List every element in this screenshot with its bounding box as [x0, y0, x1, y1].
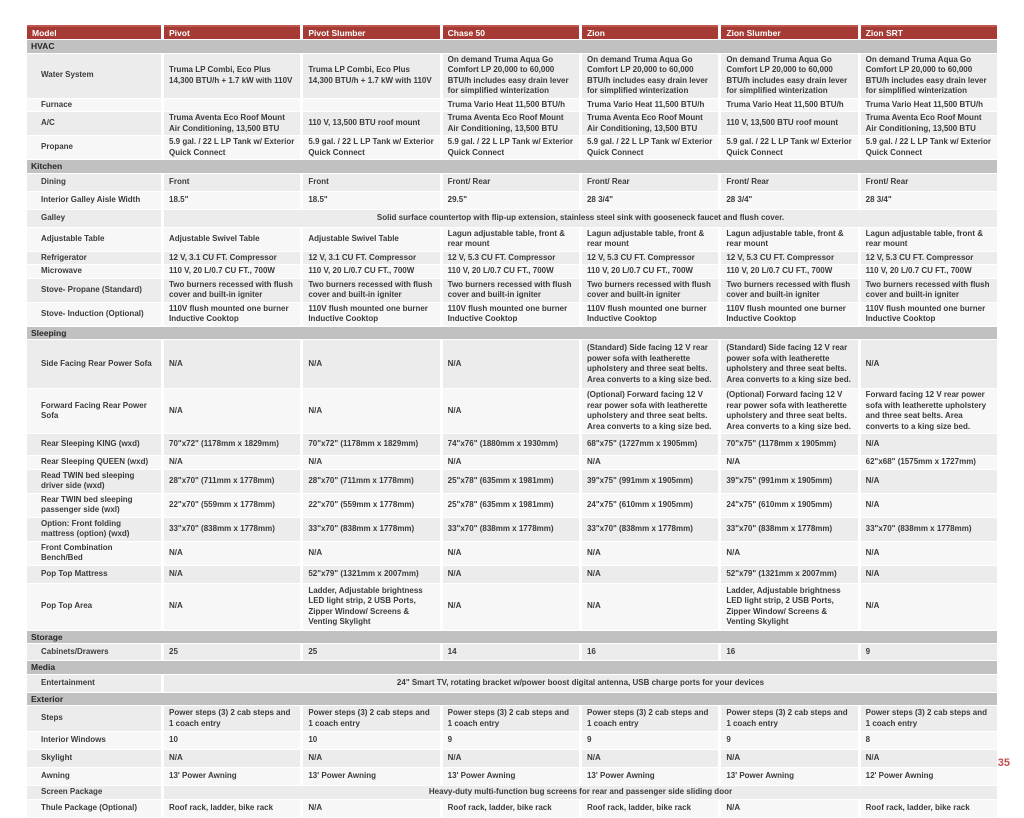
table-row: [27, 340, 997, 388]
spec-cell: 28"x70" (711mm x 1778mm): [303, 470, 439, 493]
spec-cell: 12 V, 5.3 CU FT. Compressor: [721, 252, 857, 265]
table-row: [27, 112, 997, 135]
header-row: [27, 25, 997, 39]
spec-cell: Ladder, Adjustable brightness LED light strip, 2 USB Ports, Zipper Window/ Screens & Venting Skylight: [721, 584, 857, 630]
spec-cell: N/A: [303, 542, 439, 565]
spec-cell: Truma Vario Heat 11,500 BTU/h: [443, 99, 579, 112]
table-row: [27, 54, 997, 98]
table-row: [27, 768, 997, 785]
section-header: Exterior: [27, 693, 997, 706]
spec-cell: Roof rack, ladder, bike rack: [861, 800, 997, 817]
spec-cell: 52"x79" (1321mm x 2007mm): [303, 566, 439, 583]
spec-cell: Two burners recessed with flush cover and built-in igniter: [721, 279, 857, 302]
row-label: Galley: [27, 210, 161, 227]
row-label: Entertainment: [27, 675, 161, 692]
spec-cell: 110V flush mounted one burner Inductive Cooktop: [443, 303, 579, 326]
spec-cell: N/A: [164, 566, 300, 583]
spec-cell: N/A: [164, 456, 300, 469]
spec-cell: N/A: [443, 456, 579, 469]
spec-cell: Truma Aventa Eco Roof Mount Air Conditioning, 13,500 BTU: [443, 112, 579, 135]
row-label: Refrigerator: [27, 252, 161, 265]
spec-cell: (Optional) Forward facing 12 V rear power sofa with leatherette upholstery and three seat belts. Area converts to a king size bed.: [582, 389, 718, 433]
row-label: Option: Front folding mattress (option) (wxd): [27, 518, 161, 541]
spec-cell: On demand Truma Aqua Go Comfort LP 20,000 to 60,000 BTU/h includes easy drain lever for simplified winterization: [861, 54, 997, 98]
spec-cell: N/A: [582, 456, 718, 469]
spec-cell: 24"x75" (610mm x 1905mm): [721, 494, 857, 517]
spec-cell: Adjustable Swivel Table: [164, 228, 300, 251]
spec-cell: N/A: [861, 340, 997, 388]
spec-cell: 33"x70" (838mm x 1778mm): [303, 518, 439, 541]
row-label: Rear Sleeping QUEEN (wxd): [27, 456, 161, 469]
row-label: Forward Facing Rear Power Sofa: [27, 389, 161, 433]
table-row: [27, 434, 997, 455]
spec-cell: Front/ Rear: [721, 174, 857, 191]
row-label: Cabinets/Drawers: [27, 644, 161, 660]
spec-cell: Ladder, Adjustable brightness LED light strip, 2 USB Ports, Zipper Window/ Screens & Venting Skylight: [303, 584, 439, 630]
spec-cell: 25: [303, 644, 439, 660]
spec-cell: 68"x75" (1727mm x 1905mm): [582, 434, 718, 455]
spec-cell: 9: [721, 732, 857, 749]
spec-cell: 24"x75" (610mm x 1905mm): [582, 494, 718, 517]
spec-cell: N/A: [443, 340, 579, 388]
spec-cell: 10: [164, 732, 300, 749]
spec-cell: N/A: [164, 750, 300, 767]
row-label: Skylight: [27, 750, 161, 767]
spec-cell: 74"x76" (1880mm x 1930mm): [443, 434, 579, 455]
spec-cell: 5.9 gal. / 22 L LP Tank w/ Exterior Quick Connect: [582, 136, 718, 159]
spec-cell: 18.5": [303, 192, 439, 209]
spec-cell: N/A: [443, 584, 579, 630]
row-label: Dining: [27, 174, 161, 191]
spec-cell: 70"x72" (1178mm x 1829mm): [303, 434, 439, 455]
row-label: Front Combination Bench/Bed: [27, 542, 161, 565]
spec-cell: [303, 99, 439, 112]
row-label: Screen Package: [27, 786, 161, 799]
spec-cell: Truma LP Combi, Eco Plus 14,300 BTU/h + 1.7 kW with 110V: [303, 54, 439, 98]
spec-cell: Roof rack, ladder, bike rack: [582, 800, 718, 817]
spec-cell: 110V flush mounted one burner Inductive Cooktop: [721, 303, 857, 326]
spec-cell: Power steps (3) 2 cab steps and 1 coach entry: [303, 706, 439, 731]
spec-cell: N/A: [164, 340, 300, 388]
column-header: Zion Slumber: [721, 25, 857, 39]
spec-cell: 13' Power Awning: [303, 768, 439, 785]
spec-cell: 70"x75" (1178mm x 1905mm): [721, 434, 857, 455]
spec-cell: 25"x78" (635mm x 1981mm): [443, 494, 579, 517]
spec-cell: 12 V, 5.3 CU FT. Compressor: [582, 252, 718, 265]
spec-cell: N/A: [721, 456, 857, 469]
spec-cell: 12 V, 3.1 CU FT. Compressor: [164, 252, 300, 265]
spec-cell: 25: [164, 644, 300, 660]
spec-cell: 5.9 gal. / 22 L LP Tank w/ Exterior Quick Connect: [443, 136, 579, 159]
spec-cell: 13' Power Awning: [164, 768, 300, 785]
spec-cell: 62"x68" (1575mm x 1727mm): [861, 456, 997, 469]
spec-cell: 12 V, 5.3 CU FT. Compressor: [443, 252, 579, 265]
section-row: [27, 327, 997, 340]
spec-cell: N/A: [303, 800, 439, 817]
row-label: Rear TWIN bed sleeping passenger side (wxl): [27, 494, 161, 517]
row-label: Read TWIN bed sleeping driver side (wxd): [27, 470, 161, 493]
spec-cell: 28 3/4": [861, 192, 997, 209]
spec-cell: Truma Vario Heat 11,500 BTU/h: [582, 99, 718, 112]
row-label: Water System: [27, 54, 161, 98]
spec-cell: Truma Aventa Eco Roof Mount Air Conditioning, 13,500 BTU: [861, 112, 997, 135]
spec-cell: 22"x70" (559mm x 1778mm): [164, 494, 300, 517]
table-row: [27, 732, 997, 749]
section-header: Kitchen: [27, 160, 997, 173]
table-row: [27, 542, 997, 565]
spec-table: [24, 24, 1000, 818]
row-label: Awning: [27, 768, 161, 785]
spec-cell: N/A: [164, 542, 300, 565]
spec-cell: Power steps (3) 2 cab steps and 1 coach entry: [582, 706, 718, 731]
spec-cell: 25"x78" (635mm x 1981mm): [443, 470, 579, 493]
spec-cell: 22"x70" (559mm x 1778mm): [303, 494, 439, 517]
spec-cell: Power steps (3) 2 cab steps and 1 coach entry: [861, 706, 997, 731]
spec-cell: N/A: [303, 750, 439, 767]
column-header: Chase 50: [443, 25, 579, 39]
table-row: [27, 494, 997, 517]
column-header: Pivot: [164, 25, 300, 39]
spec-cell: N/A: [303, 389, 439, 433]
spec-sheet-page: [24, 24, 1000, 818]
spec-cell: [164, 99, 300, 112]
section-row: [27, 160, 997, 173]
spec-cell: Two burners recessed with flush cover and built-in igniter: [164, 279, 300, 302]
row-label: Microwave: [27, 265, 161, 278]
section-header: Storage: [27, 631, 997, 644]
section-header: Media: [27, 661, 997, 674]
spec-cell: 33"x70" (838mm x 1778mm): [443, 518, 579, 541]
spec-cell: N/A: [861, 434, 997, 455]
section-row: [27, 40, 997, 53]
spec-cell: Truma LP Combi, Eco Plus 14,300 BTU/h + 1.7 kW with 110V: [164, 54, 300, 98]
spec-cell: Power steps (3) 2 cab steps and 1 coach entry: [721, 706, 857, 731]
spec-cell: Lagun adjustable table, front & rear mount: [582, 228, 718, 251]
spec-cell: 39"x75" (991mm x 1905mm): [721, 470, 857, 493]
spec-cell: 110 V, 20 L/0.7 CU FT., 700W: [443, 265, 579, 278]
table-row: [27, 389, 997, 433]
spec-cell: Front/ Rear: [582, 174, 718, 191]
spec-cell: 12 V, 3.1 CU FT. Compressor: [303, 252, 439, 265]
row-label: Pop Top Mattress: [27, 566, 161, 583]
spec-cell: N/A: [861, 566, 997, 583]
spec-cell-span: Solid surface countertop with flip-up extension, stainless steel sink with gooseneck faucet and flush cover.: [164, 210, 997, 227]
spec-cell: 39"x75" (991mm x 1905mm): [582, 470, 718, 493]
table-row: [27, 228, 997, 251]
table-row: [27, 644, 997, 660]
spec-cell: 14: [443, 644, 579, 660]
spec-cell: Truma Aventa Eco Roof Mount Air Conditioning, 13,500 BTU: [164, 112, 300, 135]
column-header: Zion SRT: [861, 25, 997, 39]
spec-cell: 13' Power Awning: [443, 768, 579, 785]
table-row: [27, 675, 997, 692]
spec-cell: N/A: [582, 750, 718, 767]
spec-cell: Truma Vario Heat 11,500 BTU/h: [721, 99, 857, 112]
spec-cell: 5.9 gal. / 22 L LP Tank w/ Exterior Quick Connect: [861, 136, 997, 159]
spec-cell: Front: [303, 174, 439, 191]
table-row: [27, 786, 997, 799]
spec-cell: N/A: [861, 470, 997, 493]
row-label: A/C: [27, 112, 161, 135]
spec-cell: Front: [164, 174, 300, 191]
spec-cell: 33"x70" (838mm x 1778mm): [721, 518, 857, 541]
spec-cell: N/A: [861, 750, 997, 767]
spec-cell: Two burners recessed with flush cover and built-in igniter: [582, 279, 718, 302]
spec-cell: N/A: [443, 389, 579, 433]
spec-cell: 5.9 gal. / 22 L LP Tank w/ Exterior Quick Connect: [164, 136, 300, 159]
spec-cell: 13' Power Awning: [721, 768, 857, 785]
spec-cell: 9: [582, 732, 718, 749]
spec-cell: Power steps (3) 2 cab steps and 1 coach entry: [164, 706, 300, 731]
spec-cell: 110 V, 20 L/0.7 CU FT., 700W: [164, 265, 300, 278]
row-label: Adjustable Table: [27, 228, 161, 251]
spec-cell: N/A: [164, 389, 300, 433]
row-label: Pop Top Area: [27, 584, 161, 630]
section-row: [27, 661, 997, 674]
row-label: Rear Sleeping KING (wxd): [27, 434, 161, 455]
row-label: Stove- Induction (Optional): [27, 303, 161, 326]
spec-cell: Two burners recessed with flush cover and built-in igniter: [443, 279, 579, 302]
spec-cell: 52"x79" (1321mm x 2007mm): [721, 566, 857, 583]
spec-cell: Lagun adjustable table, front & rear mount: [721, 228, 857, 251]
table-row: [27, 265, 997, 278]
spec-cell: N/A: [582, 566, 718, 583]
spec-cell: N/A: [861, 542, 997, 565]
spec-cell: N/A: [721, 800, 857, 817]
spec-cell: 28 3/4": [721, 192, 857, 209]
spec-cell: Truma Vario Heat 11,500 BTU/h: [861, 99, 997, 112]
spec-cell: 28 3/4": [582, 192, 718, 209]
table-row: [27, 210, 997, 227]
table-row: [27, 706, 997, 731]
spec-cell: 18.5": [164, 192, 300, 209]
spec-cell: Roof rack, ladder, bike rack: [164, 800, 300, 817]
table-row: [27, 303, 997, 326]
spec-cell: 110 V, 20 L/0.7 CU FT., 700W: [721, 265, 857, 278]
spec-cell: On demand Truma Aqua Go Comfort LP 20,000 to 60,000 BTU/h includes easy drain lever for simplified winterization: [443, 54, 579, 98]
spec-cell: 110V flush mounted one burner Inductive Cooktop: [582, 303, 718, 326]
spec-cell: 12' Power Awning: [861, 768, 997, 785]
table-row: [27, 470, 997, 493]
spec-cell-span: Heavy-duty multi-function bug screens for rear and passenger side sliding door: [164, 786, 997, 799]
table-row: [27, 584, 997, 630]
table-row: [27, 192, 997, 209]
spec-cell: N/A: [721, 750, 857, 767]
spec-table-body: [27, 25, 997, 817]
row-label: Furnace: [27, 99, 161, 112]
section-row: [27, 693, 997, 706]
spec-cell: Forward facing 12 V rear power sofa with leatherette upholstery and three seat belts. Area converts to a king size bed.: [861, 389, 997, 433]
table-row: [27, 518, 997, 541]
spec-cell: 110 V, 20 L/0.7 CU FT., 700W: [303, 265, 439, 278]
spec-cell: 9: [861, 644, 997, 660]
spec-cell: (Optional) Forward facing 12 V rear power sofa with leatherette upholstery and three seat belts. Area converts to a king size bed.: [721, 389, 857, 433]
column-header: Model: [27, 25, 161, 39]
spec-cell: 33"x70" (838mm x 1778mm): [164, 518, 300, 541]
row-label: Propane: [27, 136, 161, 159]
spec-cell: 110 V, 13,500 BTU roof mount: [303, 112, 439, 135]
spec-cell: 8: [861, 732, 997, 749]
spec-cell: Power steps (3) 2 cab steps and 1 coach entry: [443, 706, 579, 731]
spec-cell: N/A: [164, 584, 300, 630]
spec-cell: N/A: [861, 584, 997, 630]
row-label: Side Facing Rear Power Sofa: [27, 340, 161, 388]
spec-cell: 28"x70" (711mm x 1778mm): [164, 470, 300, 493]
spec-cell: 110 V, 13,500 BTU roof mount: [721, 112, 857, 135]
spec-cell: Front/ Rear: [443, 174, 579, 191]
spec-cell: 13' Power Awning: [582, 768, 718, 785]
spec-cell: 33"x70" (838mm x 1778mm): [582, 518, 718, 541]
column-header: Pivot Slumber: [303, 25, 439, 39]
spec-cell: 5.9 gal. / 22 L LP Tank w/ Exterior Quick Connect: [303, 136, 439, 159]
spec-cell: 9: [443, 732, 579, 749]
spec-cell: 110V flush mounted one burner Inductive Cooktop: [861, 303, 997, 326]
spec-cell: Truma Aventa Eco Roof Mount Air Conditioning, 13,500 BTU: [582, 112, 718, 135]
spec-cell-span: 24" Smart TV, rotating bracket w/power boost digital antenna, USB charge ports for your devices: [164, 675, 997, 692]
spec-cell: N/A: [303, 340, 439, 388]
row-label: Thule Package (Optional): [27, 800, 161, 817]
spec-cell: 70"x72" (1178mm x 1829mm): [164, 434, 300, 455]
spec-cell: 33"x70" (838mm x 1778mm): [861, 518, 997, 541]
spec-cell: N/A: [443, 542, 579, 565]
spec-cell: Adjustable Swivel Table: [303, 228, 439, 251]
spec-cell: 5.9 gal. / 22 L LP Tank w/ Exterior Quick Connect: [721, 136, 857, 159]
spec-cell: 29.5": [443, 192, 579, 209]
spec-cell: (Standard) Side facing 12 V rear power sofa with leatherette upholstery and three seat belts. Area converts to a king size bed.: [721, 340, 857, 388]
table-row: [27, 750, 997, 767]
spec-cell: N/A: [443, 750, 579, 767]
row-label: Steps: [27, 706, 161, 731]
spec-cell: N/A: [582, 584, 718, 630]
spec-cell: N/A: [721, 542, 857, 565]
spec-cell: 16: [721, 644, 857, 660]
spec-cell: N/A: [303, 456, 439, 469]
spec-cell: Lagun adjustable table, front & rear mount: [443, 228, 579, 251]
spec-cell: 110 V, 20 L/0.7 CU FT., 700W: [582, 265, 718, 278]
spec-cell: Two burners recessed with flush cover and built-in igniter: [861, 279, 997, 302]
spec-cell: 12 V, 5.3 CU FT. Compressor: [861, 252, 997, 265]
section-header: Sleeping: [27, 327, 997, 340]
spec-cell: 110V flush mounted one burner Inductive Cooktop: [303, 303, 439, 326]
table-row: [27, 279, 997, 302]
section-row: [27, 631, 997, 644]
row-label: Stove- Propane (Standard): [27, 279, 161, 302]
table-row: [27, 136, 997, 159]
spec-cell: Two burners recessed with flush cover and built-in igniter: [303, 279, 439, 302]
section-header: HVAC: [27, 40, 997, 53]
spec-cell: 10: [303, 732, 439, 749]
table-row: [27, 800, 997, 817]
page-number: 35: [997, 757, 1010, 769]
spec-cell: Lagun adjustable table, front & rear mount: [861, 228, 997, 251]
spec-cell: N/A: [443, 566, 579, 583]
row-label: Interior Windows: [27, 732, 161, 749]
spec-cell: 110V flush mounted one burner Inductive Cooktop: [164, 303, 300, 326]
table-row: [27, 99, 997, 112]
spec-cell: Roof rack, ladder, bike rack: [443, 800, 579, 817]
table-row: [27, 174, 997, 191]
spec-cell: Front/ Rear: [861, 174, 997, 191]
spec-cell: 16: [582, 644, 718, 660]
spec-cell: On demand Truma Aqua Go Comfort LP 20,000 to 60,000 BTU/h includes easy drain lever for simplified winterization: [582, 54, 718, 98]
table-row: [27, 252, 997, 265]
table-row: [27, 566, 997, 583]
spec-cell: N/A: [861, 494, 997, 517]
row-label: Interior Galley Aisle Width: [27, 192, 161, 209]
column-header: Zion: [582, 25, 718, 39]
spec-cell: On demand Truma Aqua Go Comfort LP 20,000 to 60,000 BTU/h includes easy drain lever for simplified winterization: [721, 54, 857, 98]
spec-cell: 110 V, 20 L/0.7 CU FT., 700W: [861, 265, 997, 278]
spec-cell: (Standard) Side facing 12 V rear power sofa with leatherette upholstery and three seat belts. Area converts to a king size bed.: [582, 340, 718, 388]
spec-cell: N/A: [582, 542, 718, 565]
table-row: [27, 456, 997, 469]
